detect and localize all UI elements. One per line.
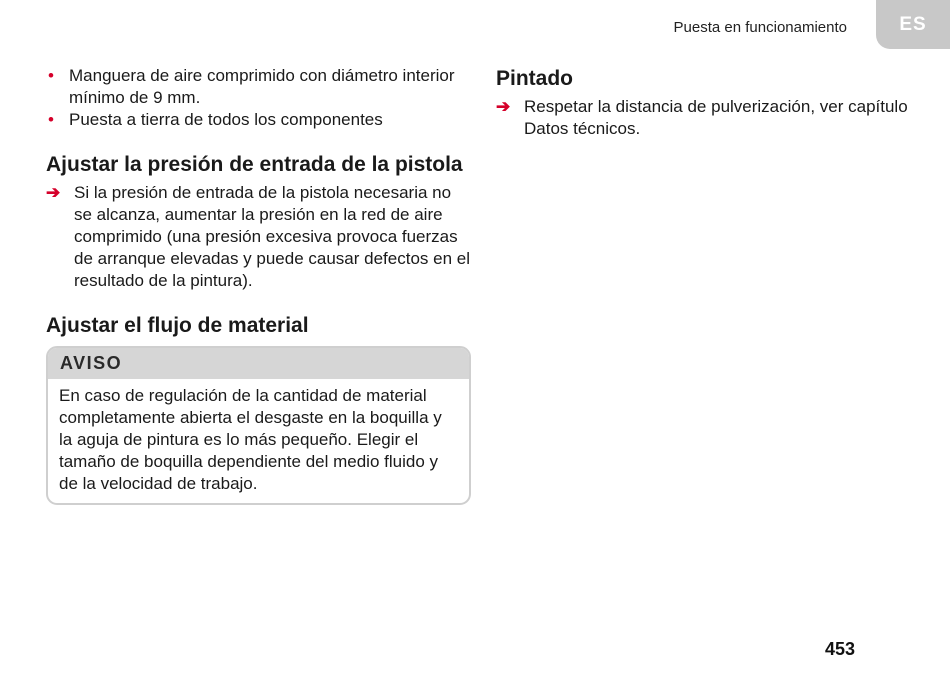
- arrow-right-icon: ➔: [496, 97, 511, 116]
- section-heading-gun-pressure: Ajustar la presión de entrada de la pistola: [46, 153, 463, 176]
- notice-text: En caso de regulación de la cantidad de material completamente abierta el desgaste en la boquilla y la aguja de pintura es lo más pequeño. Elegir el tamaño de boquilla dependiente del medio fluido y de la velocidad de trabajo.: [59, 386, 442, 493]
- notice-box: [46, 346, 471, 505]
- section-heading-material-flow: Ajustar el flujo de material: [46, 314, 309, 337]
- bullet-dot-icon: •: [48, 66, 54, 85]
- list-item-text: Manguera de aire comprimido con diámetro interior mínimo de 9 mm.: [69, 66, 455, 107]
- instruction-gun-pressure: [46, 182, 471, 292]
- language-tab: [876, 0, 950, 49]
- right-column: [496, 65, 916, 140]
- instruction-painting: [496, 96, 916, 140]
- notice-label: AVISO: [48, 348, 469, 379]
- left-column: [46, 65, 471, 505]
- page-number: 453: [825, 639, 856, 659]
- instruction-text: Respetar la distancia de pulverización, ver capítulo Datos técnicos.: [524, 97, 908, 138]
- list-item-text: Puesta a tierra de todos los componentes: [69, 110, 383, 129]
- list-item: [46, 65, 471, 109]
- arrow-right-icon: ➔: [46, 183, 61, 202]
- header-section-title: Puesta en funcionamiento: [673, 19, 847, 36]
- section-heading-painting: Pintado: [496, 67, 573, 90]
- requirements-list: [46, 65, 471, 131]
- list-item: [46, 109, 471, 131]
- language-tab-label: ES: [899, 14, 927, 35]
- instruction-text: Si la presión de entrada de la pistola necesaria no se alcanza, aumentar la presión en la red de aire comprimido (una presión excesiva provoca fuerzas de arranque elevadas y puede causar defectos en el resultado de la pintura).: [74, 183, 470, 290]
- bullet-dot-icon: •: [48, 110, 54, 129]
